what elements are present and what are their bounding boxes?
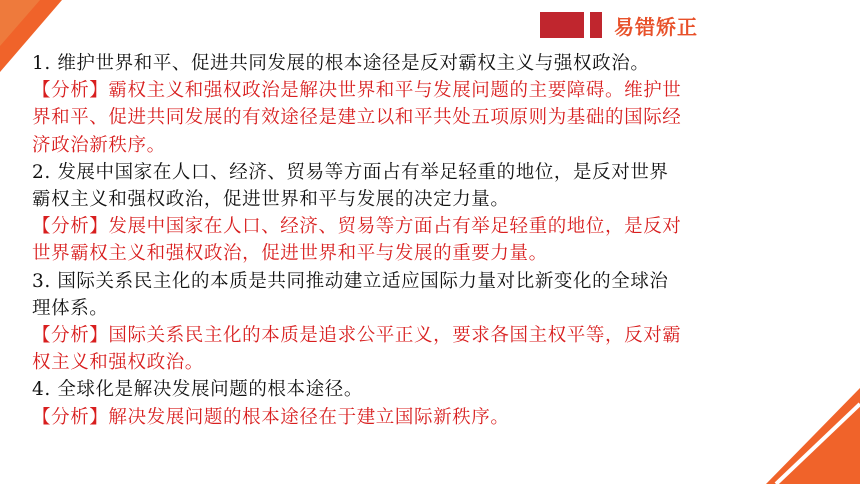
statement-1-line-1: 1. 维护世界和平、促进共同发展的根本途径是反对霸权主义与强权政治。 — [32, 53, 650, 74]
analysis-1-line-2: 界和平、促进共同发展的有效途径是建立以和平共处五项原则为基础的国际经 — [32, 107, 682, 129]
header-title: 易错矫正 — [614, 14, 698, 39]
statement-3-line-2: 理体系。 — [32, 297, 109, 319]
statement-4-line-1: 4. 全球化是解决发展问题的根本途径。 — [32, 379, 363, 401]
statement-2-line-2: 霸权主义和强权政治，促进世界和平与发展的决定力量。 — [32, 189, 510, 211]
item-4 — [32, 376, 827, 430]
analysis-1-line-3: 济政治新秩序。 — [32, 134, 166, 156]
item-1 — [32, 50, 827, 159]
header-red-block — [540, 12, 584, 38]
statement-3-line-1: 3. 国际关系民主化的本质是共同推动建立适应国际力量对比新变化的全球治 — [32, 270, 669, 292]
item-3 — [32, 268, 827, 377]
header-red-bar — [590, 12, 602, 38]
analysis-2-line-2: 世界霸权主义和强权政治，促进世界和平与发展的重要力量。 — [32, 243, 548, 265]
analysis-3-line-1: 【分析】国际关系民主化的本质是追求公平正义，要求各国主权平等，反对霸 — [32, 325, 682, 347]
analysis-3-line-2: 权主义和强权政治。 — [32, 352, 204, 374]
item-2 — [32, 159, 827, 268]
statement-2-line-1: 2. 发展中国家在人口、经济、贸易等方面占有举足轻重的地位，是反对世界 — [32, 161, 669, 183]
analysis-1-line-1: 【分析】霸权主义和强权政治是解决世界和平与发展问题的主要障碍。维护世 — [32, 80, 682, 102]
correction-list — [32, 50, 827, 431]
section-header — [540, 10, 698, 40]
analysis-2-line-1: 【分析】发展中国家在人口、经济、贸易等方面占有举足轻重的地位，是反对 — [32, 216, 682, 238]
analysis-4-line-1: 【分析】解决发展问题的根本途径在于建立国际新秩序。 — [32, 406, 510, 428]
